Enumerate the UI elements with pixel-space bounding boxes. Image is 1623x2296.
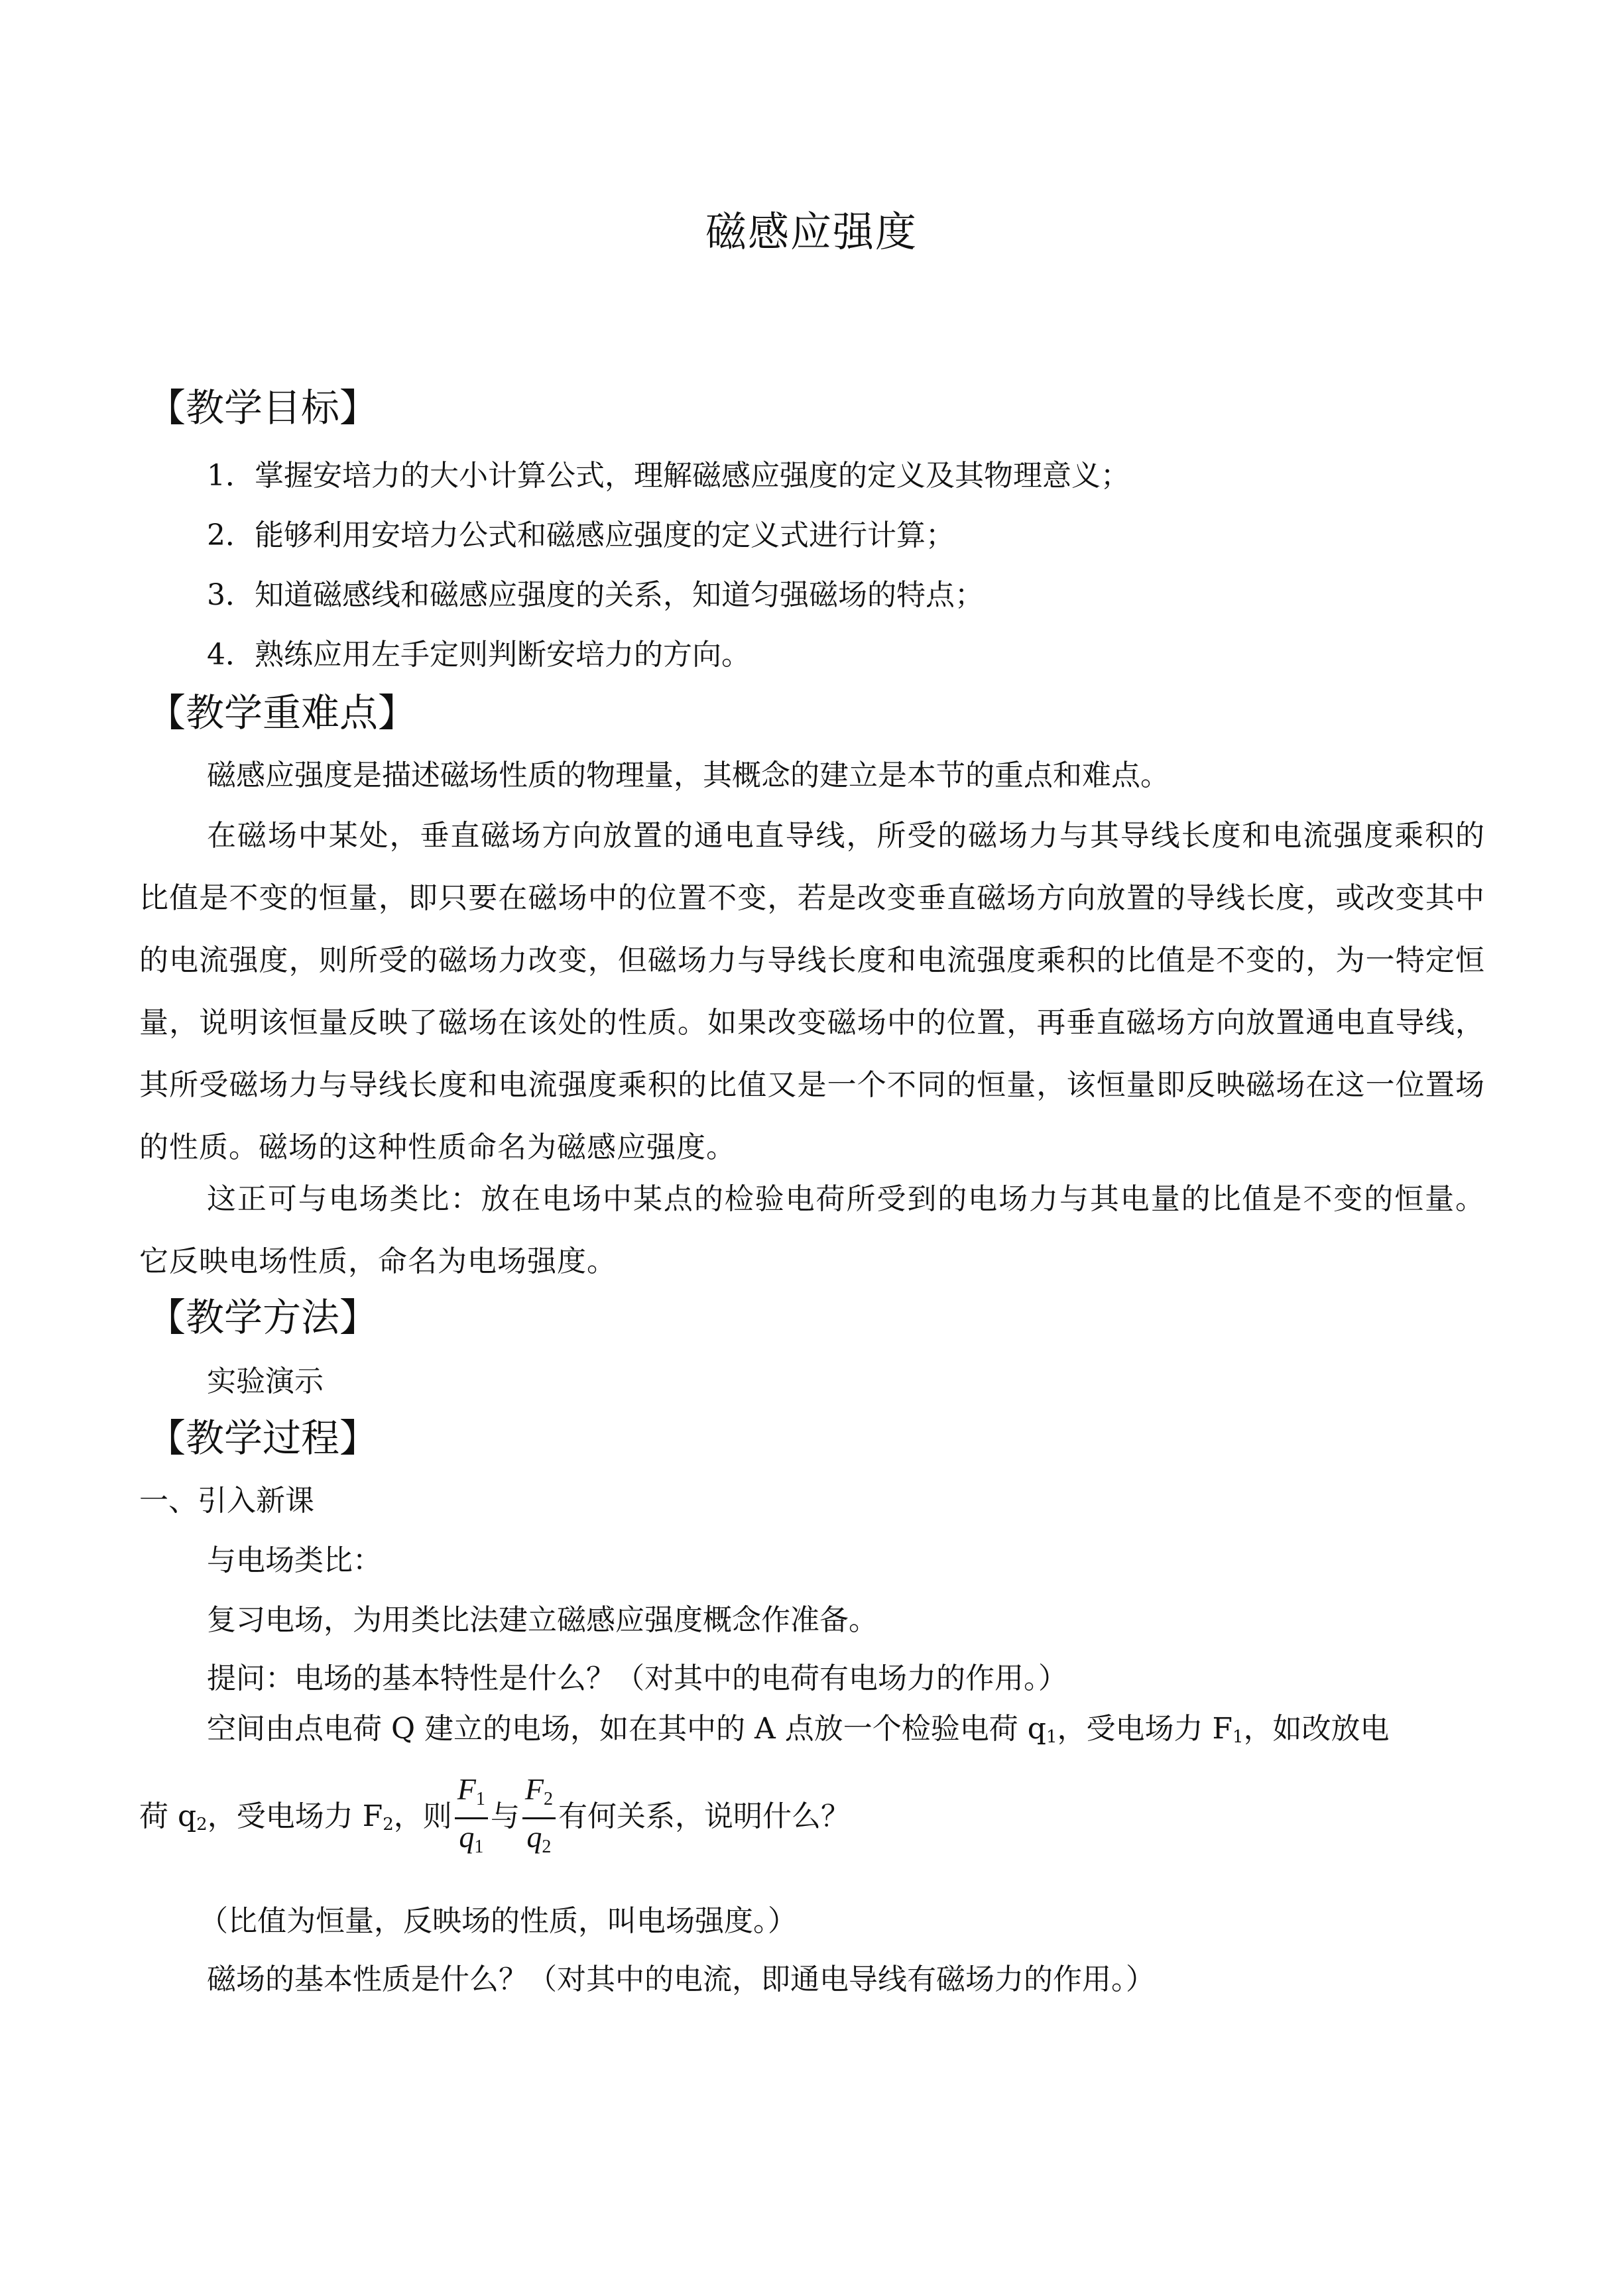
goal-item-3: 3．知道磁感线和磁感应强度的关系，知道匀强磁场的特点；	[207, 578, 984, 612]
subscript: 2	[543, 1789, 553, 1809]
text-segment: ，则	[393, 1799, 452, 1833]
subscript: 1	[1232, 1727, 1244, 1747]
goal-item-4: 4．熟练应用左手定则判断安培力的方向。	[207, 638, 751, 672]
text-segment: 与	[490, 1799, 520, 1833]
process-line-question: 提问：电场的基本特性是什么？（对其中的电荷有电场力的作用。）	[207, 1662, 1067, 1695]
process-line-charge-intro	[207, 1711, 1390, 1756]
key-points-paragraph-2: 在磁场中某处，垂直磁场方向放置的通电直导线，所受的磁场力与其导线长度和电流强度乘积的比值是不变的恒量，即只要在磁场中的位置不变，若是改变垂直磁场方向放置的导线长度，或改变其中的电流强度，则所受的磁场力改变，但磁场力与导线长度和电流强度乘积的比值是不变的，为一特定恒量，说明该恒量反映了磁场在该处的性质。如果改变磁场中的位置，再垂直磁场方向放置通电直导线，其所受磁场力与导线长度和电流强度乘积的比值又是一个不同的恒量，该恒量即反映磁场在这一位置场的性质。磁场的这种性质命名为磁感应强度。	[139, 819, 1485, 1164]
process-line-magnetic-question: 磁场的基本性质是什么？（对其中的电流，即通电导线有磁场力的作用。）	[207, 1963, 1155, 1996]
fraction-numerator	[522, 1772, 556, 1819]
text-segment: 空间由点电荷 Q 建立的电场，如在其中的 A 点放一个检验电荷 q	[207, 1712, 1046, 1746]
goal-item-1: 1．掌握安培力的大小计算公式，理解磁感应强度的定义及其物理意义；	[207, 459, 1130, 493]
process-line-review: 复习电场，为用类比法建立磁感应强度概念作准备。	[207, 1603, 878, 1637]
subscript: 2	[196, 1815, 208, 1835]
fraction-denominator	[455, 1819, 488, 1865]
section-heading-key-points: 【教学重难点】	[147, 690, 417, 735]
section-heading-goals: 【教学目标】	[147, 385, 379, 430]
math-symbol: F	[457, 1772, 476, 1806]
key-points-paragraph-3: 这正可与电场类比：放在电场中某点的检验电荷所受到的电场力与其电量的比值是不变的恒量。它反映电场性质，命名为电场强度。	[139, 1182, 1485, 1278]
process-line-analogy: 与电场类比：	[207, 1543, 382, 1577]
goal-item-2: 2．能够利用安培力公式和磁感应强度的定义式进行计算；	[207, 518, 955, 552]
math-symbol: q	[526, 1820, 542, 1854]
text-segment: ，受电场力 F	[1057, 1712, 1233, 1746]
text-segment: ，受电场力 F	[207, 1799, 383, 1833]
subscript: 1	[475, 1789, 485, 1809]
key-points-paragraph-1: 磁感应强度是描述磁场性质的物理量，其概念的建立是本节的重点和难点。	[207, 758, 1170, 792]
text-segment: 荷 q	[139, 1799, 197, 1833]
process-line-ratio-question	[139, 1772, 850, 1865]
document-title: 磁感应强度	[705, 208, 918, 256]
section-heading-method: 【教学方法】	[147, 1295, 379, 1340]
text-segment: 有何关系，说明什么？	[558, 1799, 850, 1833]
subscript: 1	[1046, 1727, 1057, 1747]
fraction-denominator	[522, 1819, 556, 1865]
text-segment: ，如改放电	[1243, 1712, 1390, 1746]
fraction-numerator	[455, 1772, 488, 1819]
math-symbol: F	[524, 1772, 544, 1806]
subscript: 2	[383, 1815, 394, 1835]
fraction-f2-over-q2	[522, 1772, 556, 1865]
subscript: 1	[474, 1837, 484, 1857]
math-symbol: q	[459, 1820, 475, 1854]
process-subheading-intro: 一、引入新课	[139, 1484, 314, 1518]
subscript: 2	[542, 1837, 552, 1857]
process-line-answer: （比值为恒量，反映场的性质，叫电场强度。）	[199, 1904, 797, 1938]
method-text: 实验演示	[207, 1364, 324, 1398]
fraction-f1-over-q1	[455, 1772, 488, 1865]
section-heading-process: 【教学过程】	[147, 1416, 379, 1461]
